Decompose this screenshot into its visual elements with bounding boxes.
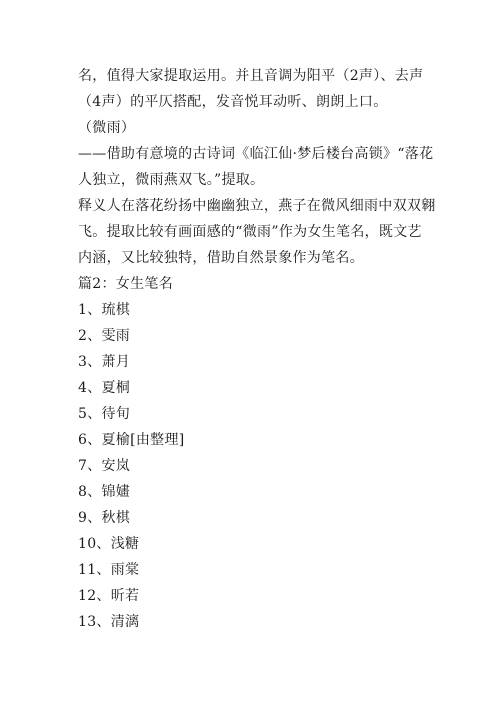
- list-item: 2、雯雨: [78, 328, 131, 344]
- list-item: 8、锦嫿: [78, 484, 131, 500]
- list-item: 11、雨棠: [78, 562, 140, 578]
- source-line: ——借助有意境的古诗词《临江仙·梦后楼台高锁》“落花: [78, 146, 434, 162]
- source-line: 人独立，微雨燕双飞。”提取。: [78, 172, 265, 188]
- explanation-line: 释义人在落花纷扬中幽幽独立，燕子在微风细雨中双双翱: [78, 198, 436, 214]
- section-title: 篇2：女生笔名: [78, 276, 174, 292]
- paragraph-line: （4声）的平仄搭配，发音悦耳动听、朗朗上口。: [78, 94, 388, 110]
- list-item: 3、萧月: [78, 354, 131, 370]
- list-item: 7、安岚: [78, 458, 131, 474]
- paragraph-line: 名，值得大家提取运用。并且音调为阳平（2声）、去声: [78, 68, 424, 84]
- list-item: 4、夏桐: [78, 380, 131, 396]
- list-item: 1、琉棋: [78, 302, 131, 318]
- list-item: 5、待旬: [78, 406, 131, 422]
- explanation-line: 飞。提取比较有画面感的“微雨”作为女生笔名，既文艺: [78, 224, 422, 240]
- explanation-line: 内涵，又比较独特，借助自然景象作为笔名。: [78, 250, 364, 266]
- list-item: 13、清漓: [78, 614, 140, 630]
- name-heading: （微雨）: [78, 120, 136, 136]
- list-item: 12、昕若: [78, 588, 140, 604]
- list-item: 6、夏榆[由整理]: [78, 432, 185, 448]
- list-item: 10、浅糖: [78, 536, 140, 552]
- list-item: 9、秋棋: [78, 510, 131, 526]
